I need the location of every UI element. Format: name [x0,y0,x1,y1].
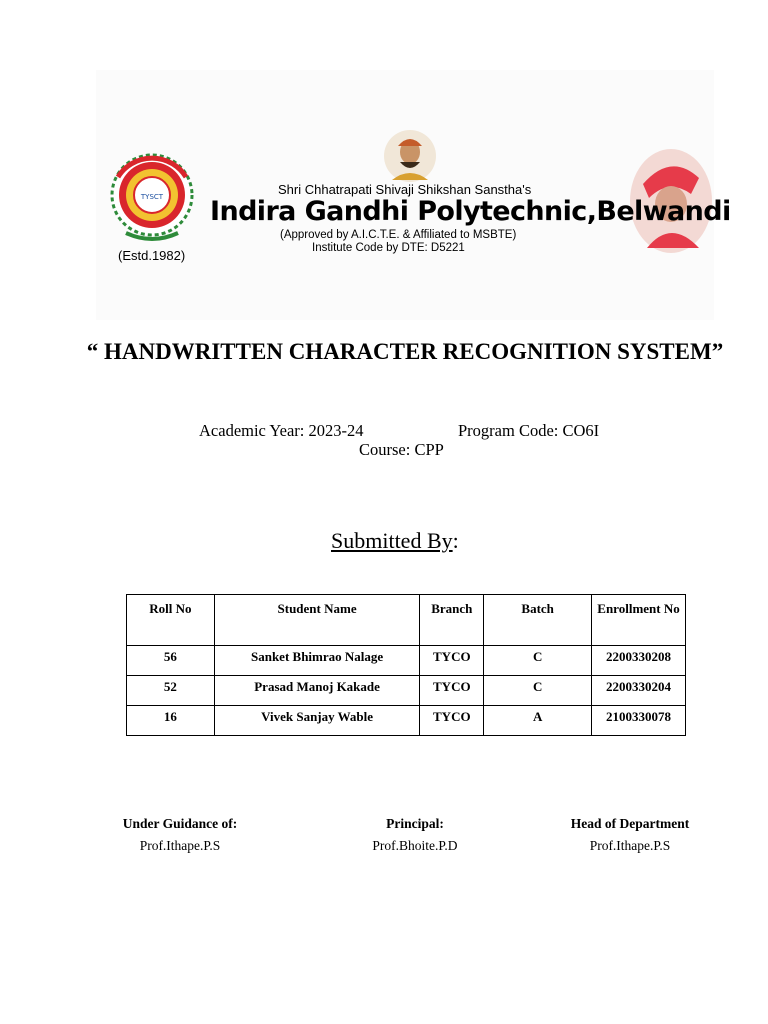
sanstha-name: Shri Chhatrapati Shivaji Shikshan Sanstha's [278,182,532,197]
course: Course: CPP [359,440,444,459]
institute-code-line: Institute Code by DTE: D5221 [312,242,465,254]
enrollment-cell: 2100330078 [592,706,686,736]
hod-name: Prof.Ithape.P.S [589,838,671,853]
institute-seal-logo [106,137,198,249]
shivaji-portrait-icon [382,128,438,184]
submitted-by-colon: : [452,528,459,553]
seal-text: TYSCT [140,193,164,201]
submitted-by-label: Submitted By [331,528,453,553]
principal-label: Principal: [386,816,444,831]
branch-cell: TYCO [420,706,484,736]
principal-block [335,816,495,854]
submitted-by-heading [331,528,459,554]
academic-year: Academic Year: 2023-24 [199,421,364,440]
program-code: Program Code: CO6I [458,421,600,440]
approval-line: (Approved by A.I.C.T.E. & Affiliated to MSBTE) [280,229,517,241]
principal-name: Prof.Bhoite.P.D [372,838,458,853]
guidance-block [100,816,260,854]
branch-cell: TYCO [420,676,484,706]
roll-no-cell: 16 [127,706,215,736]
student-name-cell: Sanket Bhimrao Nalage [214,646,420,676]
established-year: (Estd.1982) [118,248,186,263]
roll-no-cell: 56 [127,646,215,676]
table-row [127,706,686,736]
column-header: Enrollment No [592,595,686,646]
batch-cell: A [484,706,592,736]
column-header: Student Name [214,595,420,646]
enrollment-cell: 2200330208 [592,646,686,676]
batch-cell: C [484,646,592,676]
roll-no-cell: 52 [127,676,215,706]
column-header: Batch [484,595,592,646]
enrollment-cell: 2200330204 [592,676,686,706]
batch-cell: C [484,676,592,706]
table-row [127,646,686,676]
student-name-cell: Prasad Manoj Kakade [214,676,420,706]
students-table [126,594,686,736]
approval-text [280,229,516,255]
institute-name: Indira Gandhi Polytechnic,Belwandi [210,196,731,227]
guidance-label: Under Guidance of: [122,816,238,831]
table-header-row [127,595,686,646]
student-name-cell: Vivek Sanjay Wable [214,706,420,736]
branch-cell: TYCO [420,646,484,676]
hod-block [550,816,710,854]
hod-label: Head of Department [570,816,690,831]
column-header: Branch [420,595,484,646]
guidance-name: Prof.Ithape.P.S [139,838,221,853]
table-row [127,676,686,706]
project-title: “ HANDWRITTEN CHARACTER RECOGNITION SYSTEM” [86,339,724,364]
column-header: Roll No [127,595,215,646]
